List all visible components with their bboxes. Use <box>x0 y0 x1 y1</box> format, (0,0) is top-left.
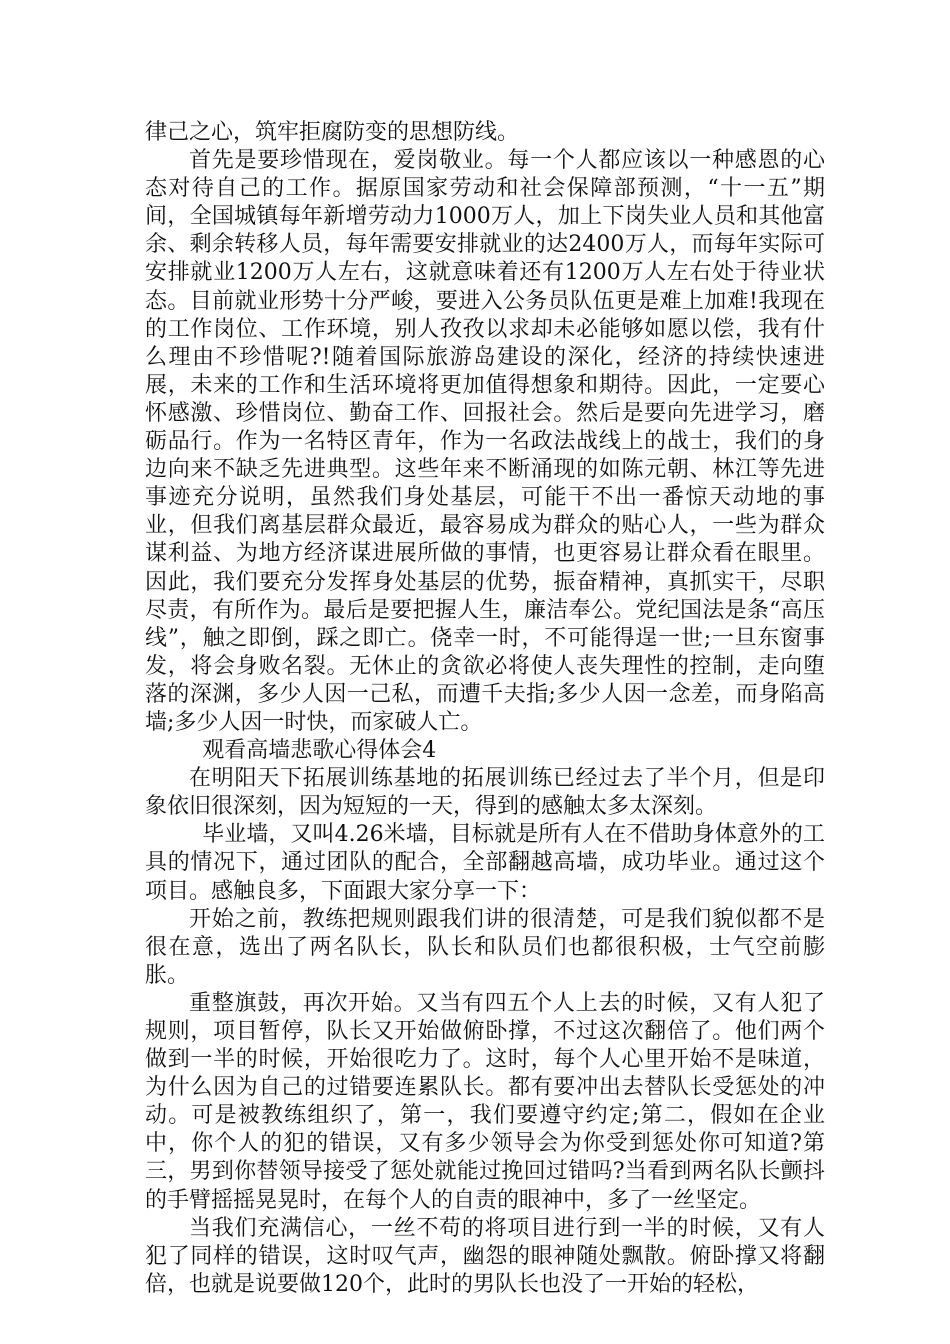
paragraph-6: 重整旗鼓，再次开始。又当有四五个人上去的时候，又有人犯了规则，项目暂停，队长又开始做俯卧撑，不过这次翻倍了。他们两个做到一半的时候，开始很吃力了。这时，每个人心里开始不是味道，为什么因为自己的过错要连累队长。都有要冲出去替队长受惩处的冲动。可是被教练组织了，第一，我们要遵守约定;第二，假如在企业中，你个人的犯的错误，又有多少领导会为你受到惩处你可知道?第三，男到你替领导接受了惩处就能过挽回过错吗?当看到两名队长颤抖的手臂摇摇晃晃时，在每个人的自责的眼神中，多了一丝坚定。 <box>145 990 825 1213</box>
paragraph-5: 开始之前，教练把规则跟我们讲的很清楚，可是我们貌似都不是很在意，选出了两名队长，队长和队员们也都很积极，士气空前膨胀。 <box>145 906 825 988</box>
paragraph-1: 律己之心，筑牢拒腐防变的思想防线。 <box>145 120 520 145</box>
paragraph-2: 首先是要珍惜现在，爱岗敬业。每一个人都应该以一种感恩的心态对待自己的工作。据原国家劳动和社会保障部预测，“十一五”期间，全国城镇每年新增劳动力1000万人，加上下岗失业人员和其他富余、剩余转移人员，每年需要安排就业的达2400万人，而每年实际可安排就业1200万人左右，这就意味着还有1200万人左右处于待业状态。目前就业形势十分严峻，要进入公务员队伍更是难上加难!我现在的工作岗位、工作环境，别人孜孜以求却未必能够如愿以偿，我有什么理由不珍惜呢?!随着国际旅游岛建设的深化，经济的持续快速进展，未来的工作和生活环境将更加值得想象和期待。因此，一定要心怀感激、珍惜岗位、勤奋工作、回报社会。然后是要向先进学习，磨砺品行。作为一名特区青年，作为一名政法战线上的战士，我们的身边向来不缺乏先进典型。这些年来不断涌现的如陈元朝、林江等先进事迹充分说明，虽然我们身处基层，可能干不出一番惊天动地的事业，但我们离基层群众最近，最容易成为群众的贴心人，一些为群众谋利益、为地方经济谋进展所做的事情，也更容易让群众看在眼里。因此，我们要充分发挥身处基层的优势，振奋精神，真抓实干，尽职尽责，有所作为。最后是要把握人生，廉洁奉公。党纪国法是条“高压线”，触之即倒，踩之即亡。侥幸一时，不可能得逞一世;一旦东窗事发，将会身败名裂。无休止的贪欲必将使人丧失理性的控制，走向堕落的深渊，多少人因一己私，而遭千夫指;多少人因一念差，而身陷高墙;多少人因一时快，而家破人亡。 <box>145 148 825 735</box>
paragraph-7: 当我们充满信心，一丝不苟的将项目进行到一半的时候，又有人犯了同样的错误，这时叹气声，幽怨的眼神随处飘散。俯卧撑又将翻倍，也就是说要做120个，此时的男队长也没了一开始的轻松， <box>145 1215 825 1297</box>
section-heading: 观看高墙悲歌心得体会4 <box>202 738 437 764</box>
paragraph-3: 在明阳天下拓展训练基地的拓展训练已经过去了半个月，但是印象依旧很深刻，因为短短的一天，得到的感触太多太深刻。 <box>145 766 825 820</box>
document-body <box>145 119 825 1299</box>
paragraph-4: 毕业墙，又叫4.26米墙，目标就是所有人在不借助身体意外的工具的情况下，通过团队的配合，全部翻越高墙，成功毕业。通过这个项目。感触良多，下面跟大家分享一下： <box>145 822 825 904</box>
